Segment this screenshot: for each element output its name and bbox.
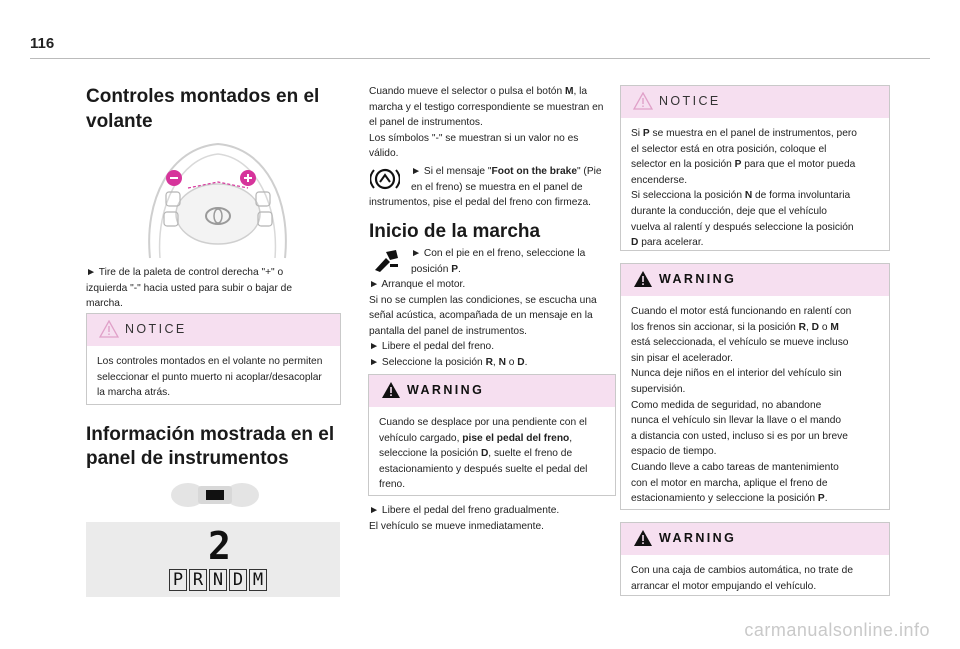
text-line: a distancia con usted, incluso si es por un breve xyxy=(631,430,848,442)
notice-body xyxy=(621,118,889,259)
foot-brake-text-a xyxy=(411,164,602,195)
page-number: 116 xyxy=(30,35,55,52)
text-line: en el freno) se muestra en el panel de xyxy=(411,181,583,193)
warning-body xyxy=(621,555,889,602)
paddle-instructions xyxy=(86,265,292,312)
text-line: ► Si el mensaje "Foot on the brake" (Pie xyxy=(411,166,602,177)
steering-wheel-illustration xyxy=(140,140,295,260)
text-line: supervisión. xyxy=(631,383,686,395)
watermark: carmanualsonline.info xyxy=(744,620,930,640)
gear-letter-d: D xyxy=(229,569,247,591)
caution-outline-icon xyxy=(99,320,119,338)
text-line: válido. xyxy=(369,148,399,160)
text-line: marcha. xyxy=(86,298,123,310)
text-line: señal acústica, acompañada de un mensaje en la xyxy=(369,310,593,322)
warning-triangle-icon xyxy=(633,529,653,547)
warning-box xyxy=(620,263,890,510)
text-line: encenderse. xyxy=(631,174,688,186)
selector-intro xyxy=(369,84,603,162)
warning-title: WARNING xyxy=(407,383,485,397)
text-line: los frenos sin accionar, si la posición R, D o M xyxy=(631,321,839,333)
text-line: Si selecciona la posición N de forma involuntaria xyxy=(631,190,851,202)
text-line: arrancar el motor empujando el vehículo. xyxy=(631,580,817,592)
warning-title: WARNING xyxy=(659,531,737,545)
notice-header xyxy=(87,314,340,346)
start-steps-b xyxy=(369,277,597,371)
text-line: selector en la posición P para que el motor pueda xyxy=(631,159,856,171)
text-line: estacionamiento y seleccione la posición P. xyxy=(631,493,828,505)
warning-triangle-icon xyxy=(633,270,653,288)
instrument-cluster-icon xyxy=(170,480,260,510)
text-line: ► Arranque el motor. xyxy=(369,279,466,290)
text-line: espacio de tiempo. xyxy=(631,446,717,458)
text-line: pantalla del panel de instrumentos. xyxy=(369,325,528,337)
text-line: Cuando el motor está funcionando en ralentí con xyxy=(631,306,852,317)
text-line: sin pisar el acelerador. xyxy=(631,352,733,364)
text-line: seleccionar el punto muerto ni acoplar/desacoplar xyxy=(97,371,322,383)
title-line: panel de instrumentos xyxy=(86,448,289,469)
text-line: vuelva al ralentí y después seleccione la posición xyxy=(631,221,854,233)
text-line: el selector está en otra posición, coloque el xyxy=(631,143,827,155)
notice-title: NOTICE xyxy=(659,94,721,108)
start-steps-a xyxy=(411,246,585,277)
foot-on-brake-warning-icon xyxy=(370,166,400,192)
warning-triangle-icon xyxy=(381,381,401,399)
notice-box xyxy=(620,85,890,251)
release-brake-text xyxy=(369,503,559,534)
text-line: seleccione la posición D, suelte el freno de xyxy=(379,448,573,460)
text-line: Los controles montados en el volante no permiten xyxy=(97,356,323,367)
text-line: D para acelerar. xyxy=(631,237,704,249)
notice-title: NOTICE xyxy=(125,322,187,336)
text-line: ► Libere el pedal del freno gradualmente. xyxy=(369,505,560,516)
text-line: ► Con el pie en el freno, seleccione la xyxy=(411,248,586,259)
warning-box xyxy=(620,522,890,596)
text-line: nunca el vehículo sin llevar la llave o el mando xyxy=(631,415,842,427)
text-line: Cuando se desplace por una pendiente con el xyxy=(379,417,587,428)
text-line: la marcha atrás. xyxy=(97,387,171,399)
text-line: izquierda "-" hacia usted para subir o bajar de xyxy=(86,282,293,294)
text-line: Si P se muestra en el panel de instrumentos, pero xyxy=(631,128,857,139)
gear-letters xyxy=(169,569,267,591)
warning-header xyxy=(369,375,615,407)
title-line: Información mostrada en el xyxy=(86,424,335,445)
gear-letter-p: P xyxy=(169,569,187,591)
current-gear: 2 xyxy=(208,524,231,568)
text-line: estacionamiento y después suelte el pedal del xyxy=(379,463,588,475)
text-line: Los símbolos "-" se muestran si un valor no es xyxy=(369,132,579,144)
section-title-instrument-panel xyxy=(86,423,334,471)
text-line: freno. xyxy=(379,479,406,491)
text-line: el panel de instrumentos. xyxy=(369,117,483,129)
section-title-steering-controls xyxy=(86,84,319,134)
text-line: Nunca deje niños en el interior del vehículo sin xyxy=(631,368,842,380)
text-line: durante la conducción, deje que el vehículo xyxy=(631,205,827,217)
text-line: ► Tire de la paleta de control derecha "+" o xyxy=(86,267,284,278)
text-line: ► Seleccione la posición R, N o D. xyxy=(369,356,528,368)
text-line: está seleccionada, el vehículo se mueve incluso xyxy=(631,337,849,349)
notice-body xyxy=(87,346,340,409)
warning-header xyxy=(621,523,889,555)
section-title-start-driving: Inicio de la marcha xyxy=(369,221,541,242)
text-line: Cuando lleve a cabo tareas de mantenimiento xyxy=(631,461,839,473)
gear-display-panel xyxy=(86,522,340,597)
foot-pedal-icon xyxy=(372,248,400,274)
header-rule xyxy=(30,58,930,59)
gear-letter-n: N xyxy=(209,569,227,591)
notice-header xyxy=(621,86,889,118)
warning-body xyxy=(369,407,615,501)
text-line: marcha y el testigo correspondiente se muestran en xyxy=(369,101,604,113)
text-line: posición P. xyxy=(411,263,461,275)
gear-letter-m: M xyxy=(249,569,267,591)
text-line: Cuando mueve el selector o pulsa el botón M, la xyxy=(369,86,588,97)
text-line: Como medida de seguridad, no abandone xyxy=(631,399,822,411)
text-line: con el motor en marcha, aplique el freno de xyxy=(631,477,828,489)
text-line: Si no se cumplen las condiciones, se escucha una xyxy=(369,294,597,306)
warning-header xyxy=(621,264,889,296)
text-line: vehículo cargado, pise el pedal del freno, xyxy=(379,432,573,444)
text-line: El vehículo se mueve inmediatamente. xyxy=(369,520,544,532)
caution-outline-icon xyxy=(633,92,653,110)
text-line: ► Libere el pedal del freno. xyxy=(369,341,495,353)
title-line: volante xyxy=(86,111,153,132)
text-line: Con una caja de cambios automática, no trate de xyxy=(631,565,853,576)
title-line: Controles montados en el xyxy=(86,86,320,107)
warning-body xyxy=(621,296,889,515)
text-line: instrumentos, pise el pedal del freno con firmeza. xyxy=(369,197,591,208)
notice-box xyxy=(86,313,341,405)
warning-title: WARNING xyxy=(659,272,737,286)
warning-box xyxy=(368,374,616,496)
foot-brake-text-b xyxy=(369,195,591,211)
gear-letter-r: R xyxy=(189,569,207,591)
